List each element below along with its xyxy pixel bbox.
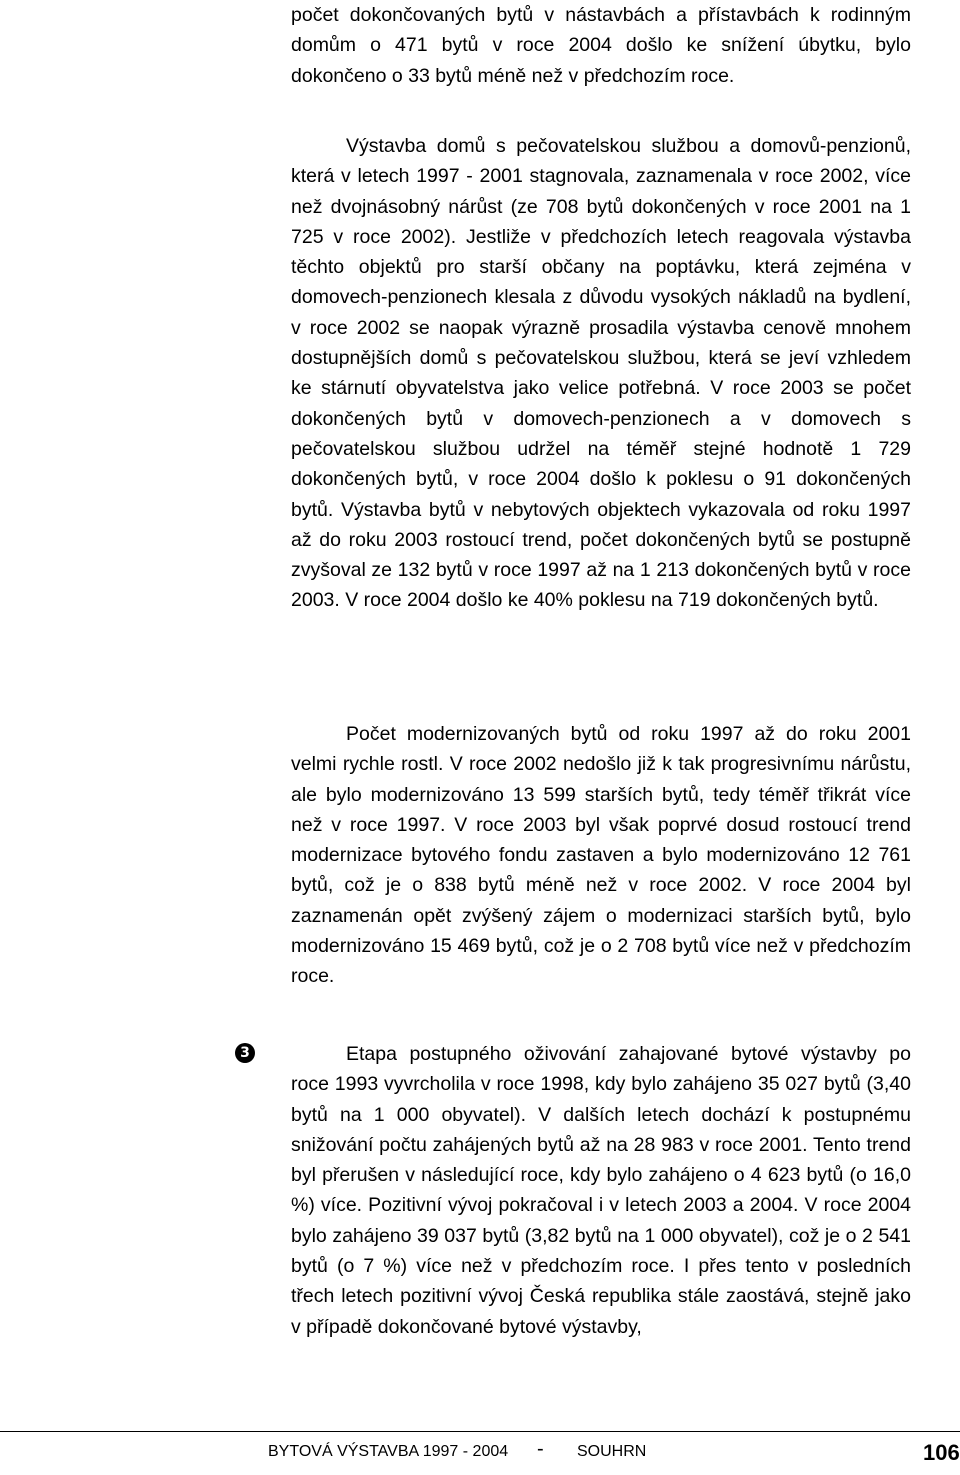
footer-divider [0, 1431, 960, 1432]
page-footer [0, 1440, 960, 1466]
paragraph-care-homes: Výstavba domů s pečovatelskou službou a domovů-penzionů, která v letech 1997 - 2001 stagnovala, zaznamenala v roce 2002, více než dvojnásobný nárůst (ze 708 bytů dokončených v roce 2001 na 1 725 v roce 2002). Jestliže v předchozích letech reagovala výstavba těchto objektů pro starší občany na poptávku, která zejména v domovech-penzionech klesala z důvodu vysokých nákladů na bydlení, v roce 2002 se naopak výrazně prosadila výstavba cenově mnohem dostupnějších domů s pečovatelskou službou, která se jeví vzhledem ke stárnutí obyvatelstva jako velice potřebná. V roce 2003 se počet dokončených bytů v domovech-penzionech a v domovech s pečovatelskou službou udržel na téměř stejné hodnotě 1 729 dokončených bytů, v roce 2004 došlo k poklesu o 91 dokončených bytů. Výstavba bytů v nebytových objektech vykazovala od roku 1997 až do roku 2003 rostoucí trend, počet dokončených bytů se postupně zvyšoval ze 132 bytů v roce 1997 až na 1 213 dokončených bytů v roce 2003. V roce 2004 došlo ke 40% poklesu na 719 dokončených bytů. [291, 135, 911, 612]
footer-separator: - [537, 1438, 544, 1460]
footer-title: BYTOVÁ VÝSTAVBA 1997 - 2004 [268, 1443, 509, 1460]
page-number: 106 [923, 1440, 960, 1465]
section-number-marker: 3 [235, 1043, 255, 1063]
footer-section: SOUHRN [577, 1443, 647, 1460]
paragraph-modernization: Počet modernizovaných bytů od roku 1997 až do roku 2001 velmi rychle rostl. V roce 2002 nedošlo již k tak progresivnímu nárůstu, ale bylo modernizováno 13 599 starších bytů, tedy téměř třikrát více než v roce 1997. V roce 2003 byl však poprvé dosud rostoucí trend modernizace bytového fondu zastaven a bylo modernizováno 12 761 bytů, což je o 838 bytů méně než v roce 2002. V roce 2004 byl zaznamenán opět zvýšený zájem o modernizaci starších bytů, bylo modernizováno 15 469 bytů, což je o 2 708 bytů více než v předchozím roce. [291, 723, 911, 988]
paragraph-continuation: počet dokončovaných bytů v nástavbách a přístavbách k rodinným domům o 471 bytů v roce 2004 došlo ke snížení úbytku, bylo dokončeno o 33 bytů méně než v předchozím roce. [291, 4, 911, 87]
paragraph-started-construction: Etapa postupného oživování zahajované bytové výstavby po roce 1993 vyvrcholila v roce 1998, kdy bylo zahájeno 35 027 bytů (3,40 bytů na 1 000 obyvatel). V dalších letech dochází k postupnému snižování počtu zahájených bytů až na 28 983 v roce 2001. Tento trend byl přerušen v následující roce, kdy bylo zahájeno o 4 623 bytů (o 16,0 %) více. Pozitivní vývoj pokračoval i v letech 2003 a 2004. V roce 2004 bylo zahájeno 39 037 bytů (3,82 bytů na 1 000 obyvatel), což je o 2 541 bytů (o 7 %) více než v předchozím roce. I přes tento v posledních třech letech pozitivní vývoj Česká republika stále zaostává, stejně jako v případě dokončované bytové výstavby, [291, 1043, 911, 1338]
